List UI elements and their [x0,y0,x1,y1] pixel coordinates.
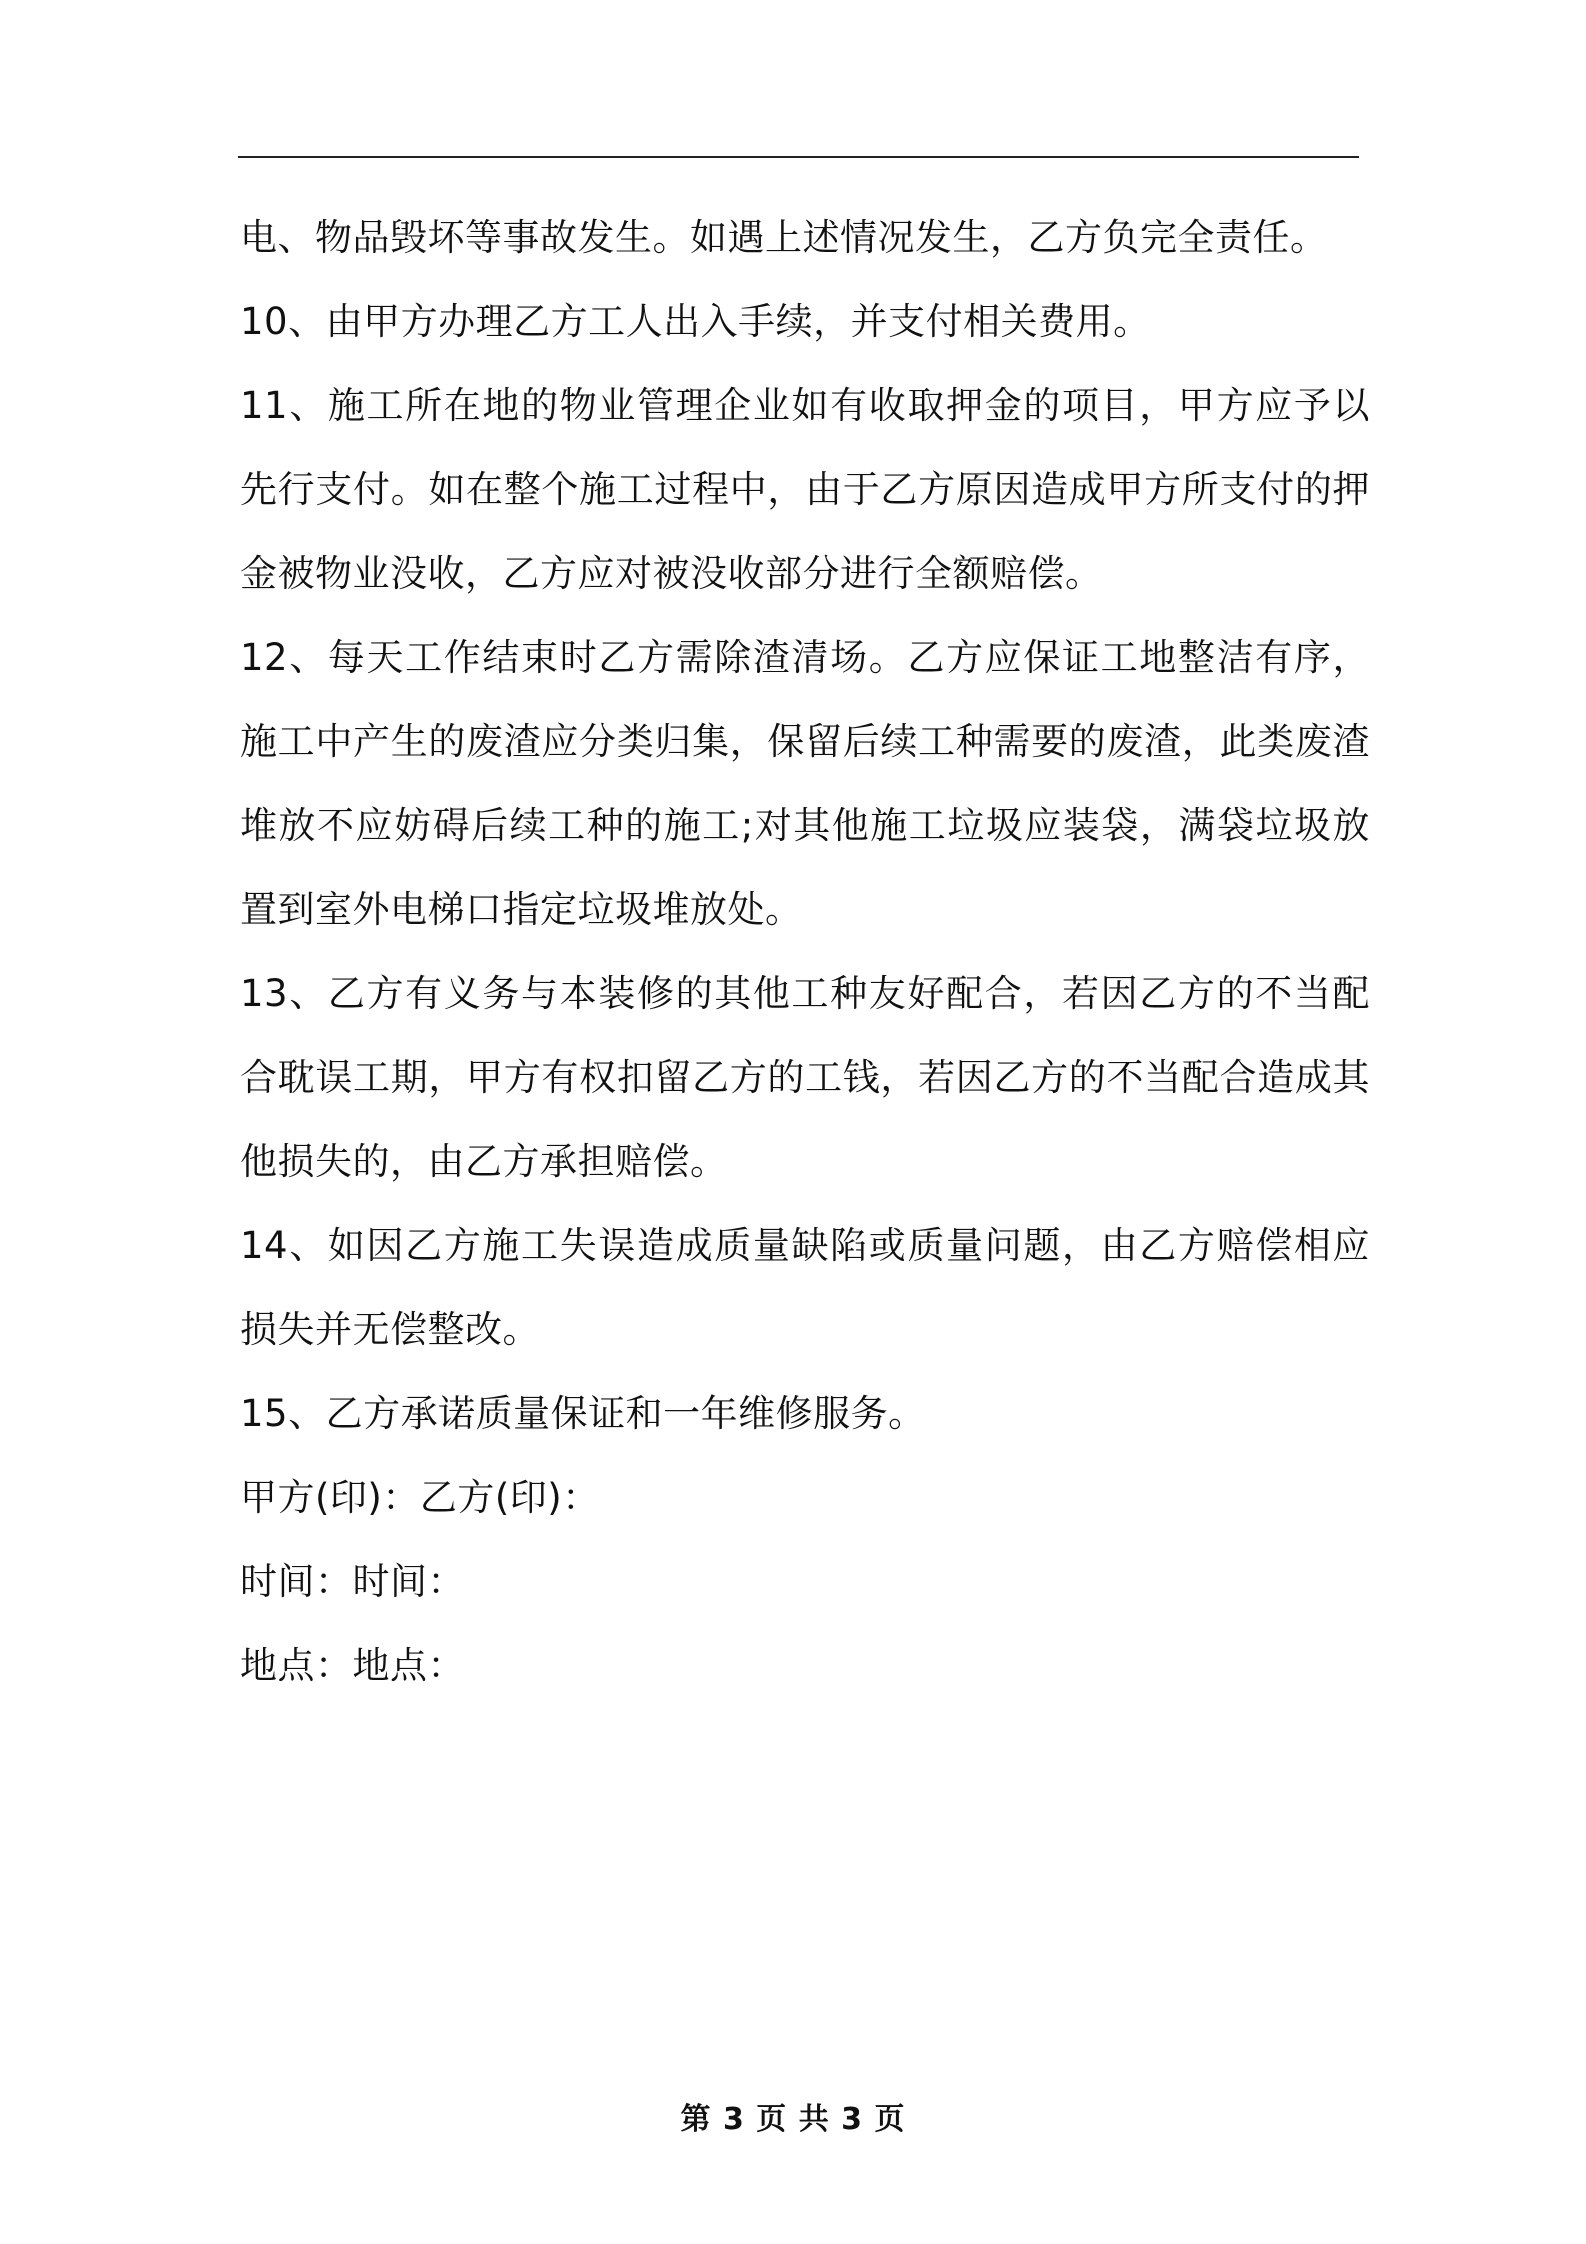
date-line: 时间：时间： [240,1560,465,1603]
paragraph-clause-9-continued: 电、物品毁坏等事故发生。如遇上述情况发生，乙方负完全责任。 [240,216,1328,259]
paragraph-clause-14: 14、如因乙方施工失误造成质量缺陷或质量问题，由乙方赔偿相应损失并无偿整改。 [240,1224,1370,1351]
page-number-footer: 第 3 页 共 3 页 [680,2102,906,2137]
paragraph-clause-10: 10、由甲方办理乙方工人出入手续，并支付相关费用。 [240,300,1151,343]
paragraph-clause-11: 11、施工所在地的物业管理企业如有收取押金的项目，甲方应予以先行支付。如在整个施工过程中，由于乙方原因造成甲方所支付的押金被物业没收，乙方应对被没收部分进行全额赔偿。 [240,384,1370,595]
document-body [240,196,1370,1708]
location-line: 地点：地点： [240,1644,465,1687]
paragraph-clause-12: 12、每天工作结束时乙方需除渣清场。乙方应保证工地整洁有序，施工中产生的废渣应分类归集，保留后续工种需要的废渣，此类废渣堆放不应妨碍后续工种的施工;对其他施工垃圾应装袋，满袋垃圾放置到室外电梯口指定垃圾堆放处。 [240,636,1370,931]
paragraph-clause-13: 13、乙方有义务与本装修的其他工种友好配合，若因乙方的不当配合耽误工期，甲方有权扣留乙方的工钱，若因乙方的不当配合造成其他损失的，由乙方承担赔偿。 [240,972,1370,1183]
paragraph-clause-15: 15、乙方承诺质量保证和一年维修服务。 [240,1392,926,1435]
signature-line: 甲方(印)：乙方(印)： [240,1476,600,1519]
header-rule [238,156,1359,158]
